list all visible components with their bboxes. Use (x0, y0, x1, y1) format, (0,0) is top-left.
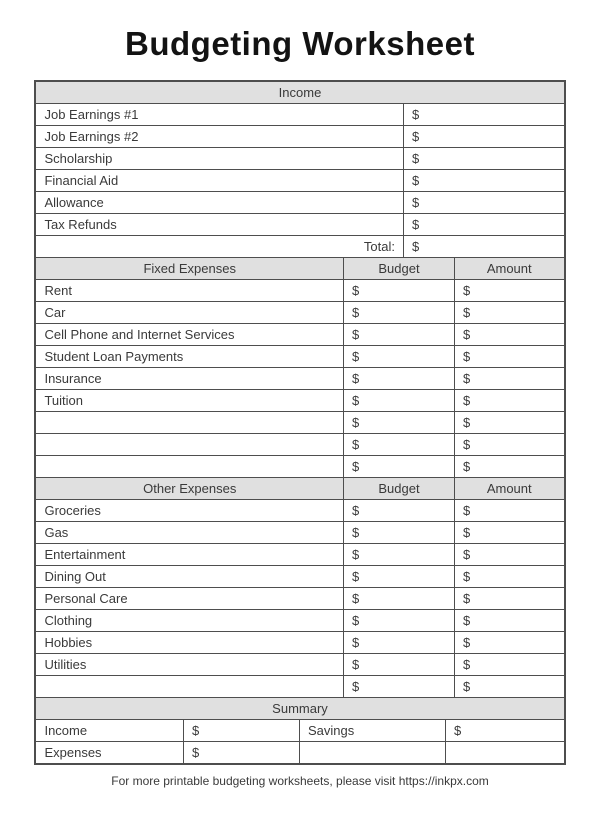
income-amount-entry-cell[interactable]: $ (403, 170, 564, 192)
amount-entry-cell[interactable]: $ (454, 522, 564, 544)
fixed-expenses-section-header: Fixed Expenses (35, 258, 343, 280)
budget-entry-cell[interactable]: $ (343, 434, 454, 456)
income-row (35, 192, 564, 214)
expense-item-label: Cell Phone and Internet Services (35, 324, 343, 346)
income-header-row (35, 81, 564, 104)
budget-entry-cell[interactable]: $ (343, 632, 454, 654)
income-section-header: Income (35, 81, 564, 104)
income-item-label: Scholarship (35, 148, 403, 170)
summary-empty-cell (299, 742, 445, 765)
budget-column-header: Budget (343, 478, 454, 500)
amount-entry-cell[interactable]: $ (454, 324, 564, 346)
other-expense-row-blank (35, 676, 564, 698)
worksheet-page (0, 26, 600, 826)
worksheet-table (34, 80, 565, 765)
summary-expenses-label: Expenses (35, 742, 183, 765)
fixed-expense-row (35, 280, 564, 302)
summary-header-row (35, 698, 564, 720)
budget-entry-cell[interactable]: $ (343, 390, 454, 412)
expense-item-label-blank[interactable] (35, 676, 343, 698)
other-expense-row (35, 632, 564, 654)
expense-item-label: Clothing (35, 610, 343, 632)
summary-income-entry-cell[interactable]: $ (183, 720, 299, 742)
income-item-label: Tax Refunds (35, 214, 403, 236)
budget-entry-cell[interactable]: $ (343, 324, 454, 346)
amount-entry-cell[interactable]: $ (454, 676, 564, 698)
income-amount-entry-cell[interactable]: $ (403, 214, 564, 236)
income-total-entry-cell[interactable]: $ (403, 236, 564, 258)
amount-entry-cell[interactable]: $ (454, 500, 564, 522)
budget-entry-cell[interactable]: $ (343, 588, 454, 610)
budget-entry-cell[interactable]: $ (343, 500, 454, 522)
expense-item-label: Gas (35, 522, 343, 544)
income-row (35, 104, 564, 126)
income-item-label: Financial Aid (35, 170, 403, 192)
summary-row (35, 720, 564, 742)
expense-item-label: Utilities (35, 654, 343, 676)
summary-expenses-entry-cell[interactable]: $ (183, 742, 299, 765)
budget-entry-cell[interactable]: $ (343, 302, 454, 324)
budget-entry-cell[interactable]: $ (343, 346, 454, 368)
expense-item-label-blank[interactable] (35, 434, 343, 456)
budget-entry-cell[interactable]: $ (343, 368, 454, 390)
income-row (35, 214, 564, 236)
amount-entry-cell[interactable]: $ (454, 544, 564, 566)
expense-item-label: Groceries (35, 500, 343, 522)
income-total-row (35, 236, 564, 258)
summary-savings-label: Savings (299, 720, 445, 742)
amount-entry-cell[interactable]: $ (454, 302, 564, 324)
income-item-label: Job Earnings #2 (35, 126, 403, 148)
budget-entry-cell[interactable]: $ (343, 654, 454, 676)
income-amount-entry-cell[interactable]: $ (403, 126, 564, 148)
income-amount-entry-cell[interactable]: $ (403, 192, 564, 214)
expense-item-label: Insurance (35, 368, 343, 390)
budget-entry-cell[interactable]: $ (343, 456, 454, 478)
fixed-expenses-header-row (35, 258, 564, 280)
other-expense-row (35, 566, 564, 588)
fixed-expense-row-blank (35, 456, 564, 478)
budget-entry-cell[interactable]: $ (343, 676, 454, 698)
amount-entry-cell[interactable]: $ (454, 610, 564, 632)
fixed-expense-row (35, 346, 564, 368)
summary-income-label: Income (35, 720, 183, 742)
income-row (35, 148, 564, 170)
summary-row (35, 742, 564, 765)
summary-empty-entry-cell[interactable] (445, 742, 564, 765)
expense-item-label: Student Loan Payments (35, 346, 343, 368)
other-expense-row (35, 654, 564, 676)
budget-entry-cell[interactable]: $ (343, 412, 454, 434)
budget-entry-cell[interactable]: $ (343, 522, 454, 544)
fixed-expense-row-blank (35, 412, 564, 434)
amount-entry-cell[interactable]: $ (454, 390, 564, 412)
fixed-expense-row (35, 324, 564, 346)
other-expense-row (35, 610, 564, 632)
expense-item-label: Entertainment (35, 544, 343, 566)
page-title: Budgeting Worksheet (125, 25, 475, 62)
fixed-expense-row (35, 390, 564, 412)
budget-entry-cell[interactable]: $ (343, 544, 454, 566)
budget-entry-cell[interactable]: $ (343, 566, 454, 588)
income-amount-entry-cell[interactable]: $ (403, 104, 564, 126)
expense-item-label: Hobbies (35, 632, 343, 654)
fixed-expense-row (35, 368, 564, 390)
budget-entry-cell[interactable]: $ (343, 280, 454, 302)
amount-entry-cell[interactable]: $ (454, 566, 564, 588)
other-expense-row (35, 522, 564, 544)
income-amount-entry-cell[interactable]: $ (403, 148, 564, 170)
summary-section-header: Summary (35, 698, 564, 720)
income-item-label: Allowance (35, 192, 403, 214)
expense-item-label: Car (35, 302, 343, 324)
expense-item-label: Dining Out (35, 566, 343, 588)
expense-item-label-blank[interactable] (35, 456, 343, 478)
fixed-expense-row-blank (35, 434, 564, 456)
income-total-label: Total: (35, 236, 403, 258)
amount-entry-cell[interactable]: $ (454, 434, 564, 456)
amount-column-header: Amount (454, 478, 564, 500)
expense-item-label: Tuition (35, 390, 343, 412)
amount-entry-cell[interactable]: $ (454, 368, 564, 390)
budget-entry-cell[interactable]: $ (343, 610, 454, 632)
expense-item-label: Rent (35, 280, 343, 302)
amount-entry-cell[interactable]: $ (454, 412, 564, 434)
income-row (35, 170, 564, 192)
budget-column-header: Budget (343, 258, 454, 280)
income-item-label: Job Earnings #1 (35, 104, 403, 126)
summary-savings-entry-cell[interactable]: $ (445, 720, 564, 742)
income-row (35, 126, 564, 148)
expense-item-label: Personal Care (35, 588, 343, 610)
amount-entry-cell[interactable]: $ (454, 346, 564, 368)
amount-entry-cell[interactable]: $ (454, 280, 564, 302)
fixed-expense-row (35, 302, 564, 324)
other-expense-row (35, 500, 564, 522)
amount-column-header: Amount (454, 258, 564, 280)
other-expenses-section-header: Other Expenses (35, 478, 343, 500)
amount-entry-cell[interactable]: $ (454, 456, 564, 478)
amount-entry-cell[interactable]: $ (454, 588, 564, 610)
amount-entry-cell[interactable]: $ (454, 654, 564, 676)
other-expense-row (35, 588, 564, 610)
footer-note: For more printable budgeting worksheets, please visit https://inkpx.com (111, 774, 489, 788)
expense-item-label-blank[interactable] (35, 412, 343, 434)
amount-entry-cell[interactable]: $ (454, 632, 564, 654)
other-expense-row (35, 544, 564, 566)
other-expenses-header-row (35, 478, 564, 500)
